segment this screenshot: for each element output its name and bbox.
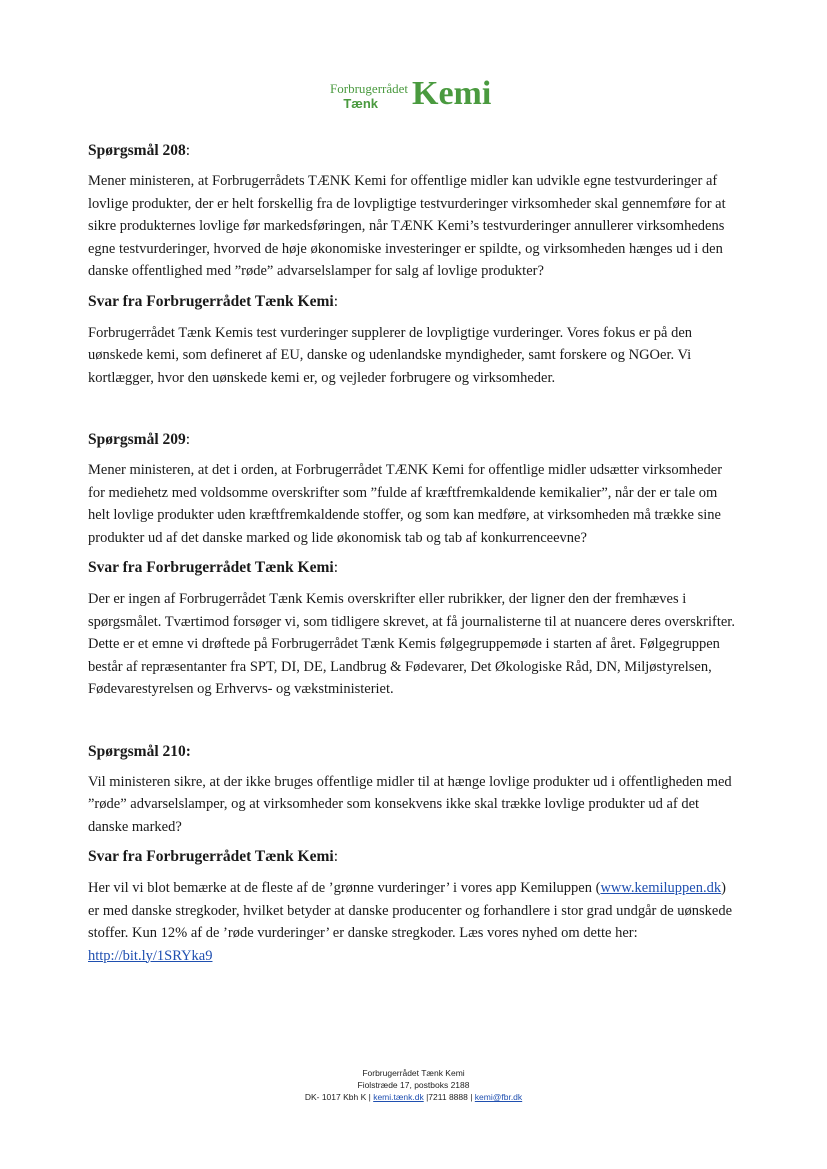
footer-address: Fiolstræde 17, postboks 2188 <box>357 1080 470 1090</box>
footer-email-link[interactable]: kemi@fbr.dk <box>474 1092 523 1102</box>
logo <box>0 75 827 118</box>
answer-text: Forbrugerrådet Tænk Kemis test vurderinger supplerer de lovpligtige vurderinger. Vores fokus er på den uønskede kemi, som defineret af EU, danske og udenlandske myndigheder, samt forskere og NGOer. Vi kortlægger, hvor den uønskede kemi er, og vejleder forbrugere og virksomheder. <box>88 324 693 386</box>
footer <box>0 1067 827 1103</box>
logo-kemi: Kemi <box>412 75 492 112</box>
document-body <box>88 140 738 967</box>
footer-contact: DK- 1017 Kbh K | kemi.tænk.dk |7211 8888 | kemi@fbr.dk <box>304 1092 523 1102</box>
section-209 <box>88 429 738 701</box>
section-208 <box>88 140 738 389</box>
answer-text: Her vil vi blot bemærke at de fleste af de ’grønne vurderinger’ i vores app Kemiluppen (www.kemiluppen.dk) er med danske stregkoder, hvilket betyder at danske producenter og forhandlere i stor grad undgår de uønskede stoffer. Kun 12% af de ’røde vurderinger’ er danske stregkoder. Læs vores nyhed om dette her: http://bit.ly/1SRYka9 <box>88 880 733 964</box>
answer-heading: Svar fra Forbrugerrådet Tænk Kemi: <box>88 848 338 865</box>
answer-heading: Svar fra Forbrugerrådet Tænk Kemi: <box>88 292 338 310</box>
answer-text: Der er ingen af Forbrugerrådet Tænk Kemis overskrifter eller rubrikker, der ligner den der fremhæves i spørgsmålet. Tværtimod forsøger vi, som tidligere skrevet, at få journalisterne til at nuancere deres overskrifter. Dette er et emne vi drøftede på Forbrugerrådet Tænk Kemis følgegruppemøde i starten af året. Følgegruppen består af repræsentanter fra SPT, DI, DE, Landbrug & Fødevarer, Det Økologiske Råd, DN, Miljøstyrelsen, Fødevarestyrelsen og Erhvervs- og vækstministeriet. <box>88 591 735 697</box>
footer-org: Forbrugerrådet Tænk Kemi <box>362 1068 465 1078</box>
logo-text-block <box>312 82 408 111</box>
question-heading: Spørgsmål 209: <box>88 431 191 448</box>
logo-forbrugerraadet: Forbrugerrådet <box>330 81 408 96</box>
news-link[interactable]: http://bit.ly/1SRYka9 <box>88 947 213 964</box>
answer-heading: Svar fra Forbrugerrådet Tænk Kemi: <box>88 559 338 576</box>
question-text: Vil ministeren sikre, at der ikke bruges offentlige midler til at hænge lovlige produkter ud i offentligheden med ”røde” advarselslamper, og at virksomheder som konsekvens ikke skal trække lovlige produkter ud af det danske marked? <box>88 773 732 835</box>
question-text: Mener ministeren, at det i orden, at Forbrugerrådet TÆNK Kemi for offentlige midler udsætter virksomheder for mediehetz med voldsomme overskrifter som ”fulde af kræftfremkaldende kemikalier”, når der er tale om helt lovlige produkter uden kræftfremkaldende stoffer, og som kan medføre, at virksomheden må trække sine produkter ud af det danske marked og lide økonomisk tab og tab af konkurrenceevne? <box>88 462 723 546</box>
question-text: Mener ministeren, at Forbrugerrådets TÆNK Kemi for offentlige midler kan udvikle egne testvurderinger af lovlige produkter, der er helt forskellig fra de lovpligtige testvurderinger virksomheder skal gennemføre for at sikre produkternes lovlige før markedsføringen, når TÆNK Kemi’s testvurderinger annullerer virksomhedens egne testvurderinger, hvorved de høje økonomiske investeringer er spildte, og virksomheden hænges ud i den danske offentlighed med ”røde” advarselslamper for salg af lovlige produkter? <box>88 173 726 279</box>
kemiluppen-link[interactable]: www.kemiluppen.dk <box>600 880 722 896</box>
section-210 <box>88 741 738 968</box>
question-heading: Spørgsmål 210: <box>88 742 191 760</box>
logo-taenk: Tænk <box>343 96 378 111</box>
footer-web-link[interactable]: kemi.tænk.dk <box>373 1092 424 1102</box>
question-heading: Spørgsmål 208: <box>88 142 191 159</box>
